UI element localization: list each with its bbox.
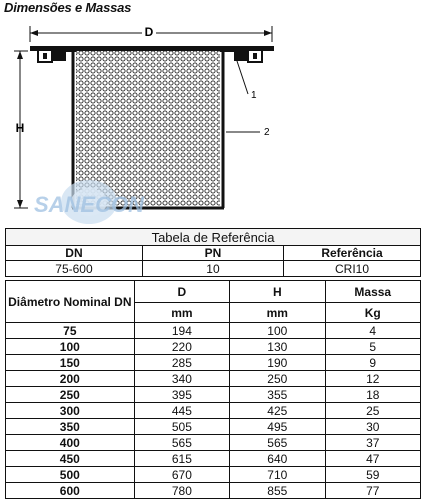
cell-dn: 350 xyxy=(6,419,135,435)
cell-h: 565 xyxy=(230,435,325,451)
cell-dn: 200 xyxy=(6,371,135,387)
table-row xyxy=(6,387,421,403)
cell-dn: 400 xyxy=(6,435,135,451)
cell-dn: 100 xyxy=(6,339,135,355)
watermark-text: SANECON xyxy=(33,192,145,217)
header-nominal-diameter: Diâmetro Nominal DN xyxy=(6,281,135,323)
table-row xyxy=(6,467,421,483)
dimension-d-label: D xyxy=(144,25,154,39)
cell-massa: 30 xyxy=(325,419,420,435)
callout-2-label: 2 xyxy=(264,127,270,138)
dimension-h-label: H xyxy=(15,121,25,135)
cell-massa: 5 xyxy=(325,339,420,355)
table-row xyxy=(6,403,421,419)
cell-h: 495 xyxy=(230,419,325,435)
reference-value-pn: 10 xyxy=(142,261,283,277)
cell-d: 285 xyxy=(134,355,229,371)
cell-massa: 25 xyxy=(325,403,420,419)
cell-massa: 9 xyxy=(325,355,420,371)
cell-d: 505 xyxy=(134,419,229,435)
cell-dn: 450 xyxy=(6,451,135,467)
cell-h: 190 xyxy=(230,355,325,371)
table-row xyxy=(6,483,421,499)
cell-dn: 600 xyxy=(6,483,135,499)
table-row xyxy=(6,419,421,435)
cell-d: 565 xyxy=(134,435,229,451)
cell-h: 250 xyxy=(230,371,325,387)
cell-d: 220 xyxy=(134,339,229,355)
cell-d: 194 xyxy=(134,323,229,339)
cell-d: 780 xyxy=(134,483,229,499)
cell-d: 670 xyxy=(134,467,229,483)
unit-massa: Kg xyxy=(325,303,420,323)
cell-h: 355 xyxy=(230,387,325,403)
cell-massa: 4 xyxy=(325,323,420,339)
reference-header-referencia: Referência xyxy=(284,246,421,261)
cell-dn: 300 xyxy=(6,403,135,419)
cell-dn: 150 xyxy=(6,355,135,371)
cell-d: 445 xyxy=(134,403,229,419)
cell-h: 855 xyxy=(230,483,325,499)
table-row xyxy=(6,451,421,467)
cell-h: 425 xyxy=(230,403,325,419)
reference-header-pn: PN xyxy=(142,246,283,261)
cell-d: 340 xyxy=(134,371,229,387)
unit-d: mm xyxy=(134,303,229,323)
table-row xyxy=(6,435,421,451)
cell-h: 710 xyxy=(230,467,325,483)
header-massa: Massa xyxy=(325,281,420,303)
table-row xyxy=(6,323,421,339)
table-row xyxy=(6,339,421,355)
cell-h: 100 xyxy=(230,323,325,339)
reference-table-caption: Tabela de Referência xyxy=(6,229,421,246)
unit-h: mm xyxy=(230,303,325,323)
cell-dn: 250 xyxy=(6,387,135,403)
cell-massa: 77 xyxy=(325,483,420,499)
header-d: D xyxy=(134,281,229,303)
cell-massa: 12 xyxy=(325,371,420,387)
cell-h: 640 xyxy=(230,451,325,467)
cell-dn: 75 xyxy=(6,323,135,339)
sanecon-watermark xyxy=(14,178,164,234)
cell-dn: 500 xyxy=(6,467,135,483)
cell-massa: 18 xyxy=(325,387,420,403)
header-h: H xyxy=(230,281,325,303)
cell-massa: 59 xyxy=(325,467,420,483)
reference-value-dn: 75-600 xyxy=(6,261,143,277)
cell-d: 395 xyxy=(134,387,229,403)
reference-value-referencia: CRI10 xyxy=(284,261,421,277)
dimensions-table xyxy=(5,280,421,499)
cell-massa: 47 xyxy=(325,451,420,467)
reference-table xyxy=(5,228,421,277)
cell-massa: 37 xyxy=(325,435,420,451)
table-row xyxy=(6,371,421,387)
callout-1-label: 1 xyxy=(251,90,257,101)
cell-h: 130 xyxy=(230,339,325,355)
cell-d: 615 xyxy=(134,451,229,467)
reference-header-dn: DN xyxy=(6,246,143,261)
table-row xyxy=(6,355,421,371)
page-title: Dimensões e Massas xyxy=(4,0,132,15)
